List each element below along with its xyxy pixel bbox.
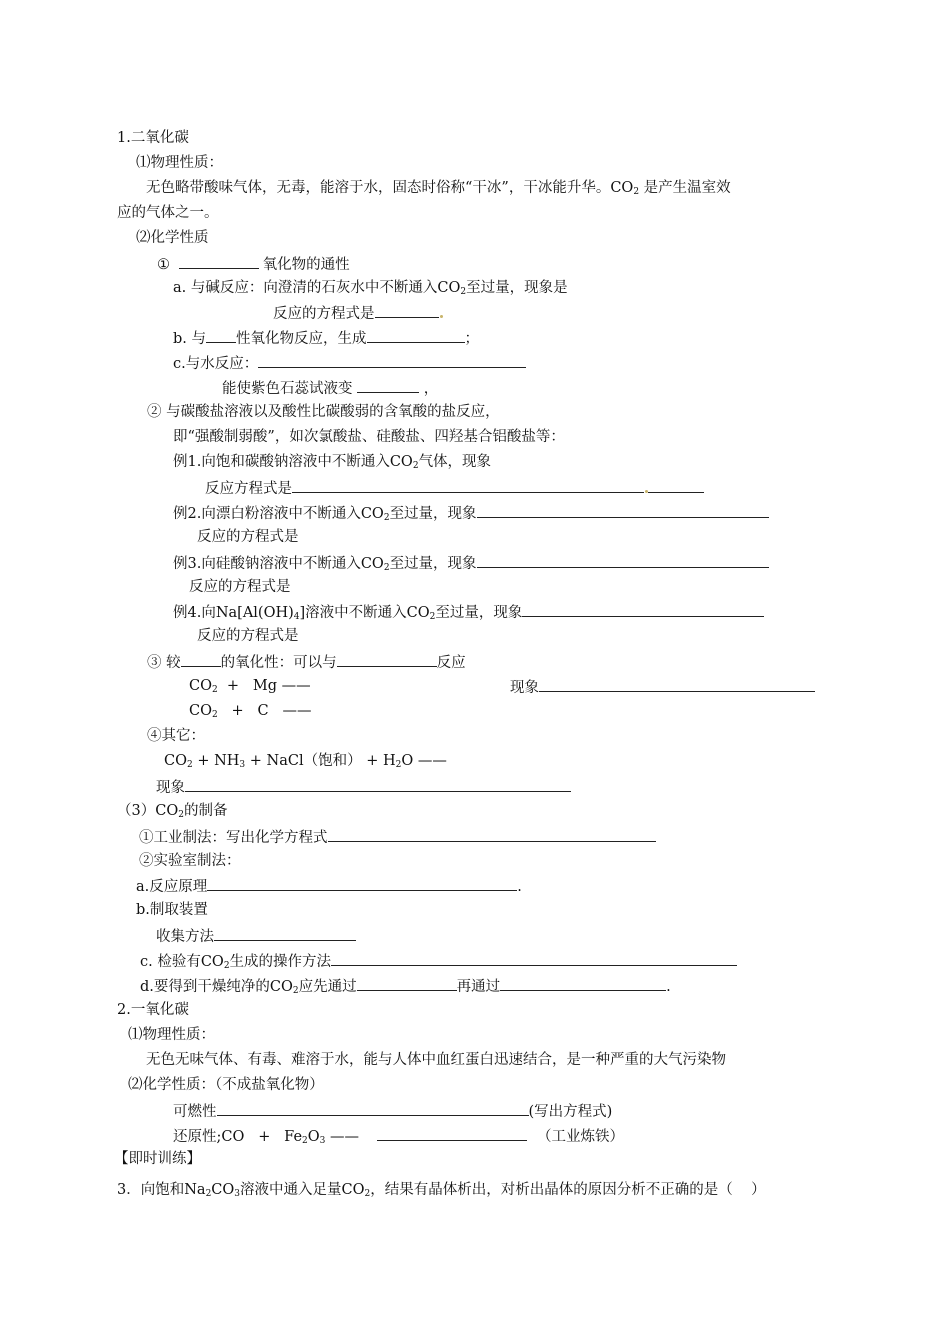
industrial-method: ①工业制法：写出化学方程式 [139, 826, 656, 848]
item-1c-litmus: 能使紫色石蕊试液变 ， [222, 377, 438, 399]
example-1-equation: 反应方程式是 [205, 477, 704, 499]
blank-1b-oxide[interactable] [206, 327, 236, 343]
co-combustibility: 可燃性 (写出方程式) [173, 1100, 612, 1122]
co2-preparation-heading: $(3)CO_2$的制备 [117, 803, 228, 820]
co-physical-heading: ⑴物理性质： [128, 1027, 215, 1043]
example-2-equation: 反应的方程式是 [197, 529, 299, 545]
blank-1a-equation[interactable] [375, 302, 439, 318]
co-chemical-heading: ⑵化学性质：（不成盐氧化物） [128, 1077, 324, 1093]
item-4: ④其它： [147, 728, 205, 744]
blank-co-combustion[interactable] [217, 1100, 529, 1116]
blank-collection-method[interactable] [214, 925, 356, 941]
chemical-properties-heading: ⑵化学性质 [136, 230, 209, 246]
blank-second-reagent[interactable] [500, 975, 666, 991]
blank-3-reactant[interactable] [337, 651, 437, 667]
physical-properties-heading: ⑴物理性质： [136, 155, 223, 171]
blank-ex4-phenomenon[interactable] [522, 601, 764, 617]
blank-1b-product[interactable] [367, 327, 465, 343]
example-4-equation: 反应的方程式是 [197, 628, 299, 644]
blank-lab-principle[interactable] [207, 875, 517, 891]
lab-principle: a.反应原理 . [136, 875, 522, 897]
example-1: 例1.向饱和碳酸钠溶液中不断通入$CO_2$气体，现象 [173, 454, 492, 471]
section-2-title: 2.一氧化碳 [117, 1002, 189, 1018]
blank-ex3-phenomenon[interactable] [477, 552, 769, 568]
item-1: ① 氧化物的通性 [157, 253, 350, 275]
item-4-equation: $CO_2 + NH_3$ + NaCl（饱和） + $H_2O$ —— [164, 753, 447, 770]
lab-apparatus: b.制取装置 [136, 902, 208, 918]
item-2-desc: 即“强酸制弱酸”，如次氯酸盐、硅酸盐、四羟基合铝酸盐等： [173, 429, 565, 445]
item-4-observation: 现象 [156, 776, 571, 798]
blank-ex2-phenomenon[interactable] [477, 502, 769, 518]
reaction-co2-mg: $CO_2 + Mg$ —— [189, 678, 311, 695]
item-1b: b. 与 性氧化物反应，生成 ； [173, 327, 479, 349]
item-2: ② 与碳酸盐溶液以及酸性比碳酸弱的含氧酸的盐反应， [147, 404, 500, 420]
example-2: 例2.向漂白粉溶液中不断通入$CO_2$至过量，现象 [173, 502, 769, 524]
blank-1c-litmus[interactable] [357, 377, 419, 393]
detection-method: c. 检验有$CO_2$生成的操作方法 [140, 950, 737, 972]
example-3-equation: 反应的方程式是 [189, 579, 291, 595]
item-3: ③ 较 的氧化性：可以与 反应 [147, 651, 466, 673]
practice-heading: 【即时训练】 [114, 1151, 201, 1167]
reaction-co2-c: $CO_2 + C$ —— [189, 703, 312, 720]
item-1c: c.与水反应： [173, 352, 526, 374]
collection-method: 收集方法 [156, 925, 356, 947]
item-1a-equation: 反应的方程式是 [273, 302, 443, 324]
physical-properties-text-cont: 应的气体之一。 [117, 205, 219, 221]
blank-oxide-type[interactable] [179, 253, 259, 269]
blank-co-reduction[interactable] [377, 1125, 527, 1141]
question-3: 3．向饱和$Na_2CO_3$溶液中通入足量$CO_2$，结果有晶体析出，对析出晶体的原因分析不正确的是（ ） [117, 1182, 766, 1199]
blank-ex1-equation[interactable] [292, 477, 644, 493]
blank-ex1-equation-2[interactable] [648, 477, 704, 493]
physical-properties-text: 无色略带酸味气体，无毒，能溶于水，固态时俗称“干冰”，干冰能升华。$CO_2$ 是产生温室效 [146, 180, 731, 197]
co-reducibility: 还原性;CO + $Fe_2O_3$ —— （工业炼铁） [173, 1125, 624, 1147]
blank-first-reagent[interactable] [357, 975, 457, 991]
blank-mg-phenomenon[interactable] [539, 676, 815, 692]
drying-purification: d.要得到干燥纯净的$CO_2$应先通过 再通过 . [140, 975, 671, 997]
co-physical-text: 无色无味气体、有毒、难溶于水，能与人体中血红蛋白迅速结合，是一种严重的大气污染物 [146, 1052, 726, 1068]
blank-4-phenomenon[interactable] [185, 776, 571, 792]
section-1-title: 1.二氧化碳 [117, 130, 189, 146]
blank-industrial-equation[interactable] [328, 826, 656, 842]
item-1a: a. 与碱反应：向澄清的石灰水中不断通入$CO_2$至过量，现象是 [173, 280, 568, 297]
blank-1c-water[interactable] [258, 352, 526, 368]
reaction-co2-mg-observation: 现象 [510, 676, 815, 698]
example-3: 例3.向硅酸钠溶液中不断通入$CO_2$至过量，现象 [173, 552, 769, 574]
example-4: 例4.向$Na[Al(OH)_4]$溶液中不断通入$CO_2$至过量，现象 [173, 601, 764, 623]
blank-3-property[interactable] [181, 651, 221, 667]
lab-method: ②实验室制法： [139, 853, 241, 869]
blank-detection-method[interactable] [331, 950, 737, 966]
